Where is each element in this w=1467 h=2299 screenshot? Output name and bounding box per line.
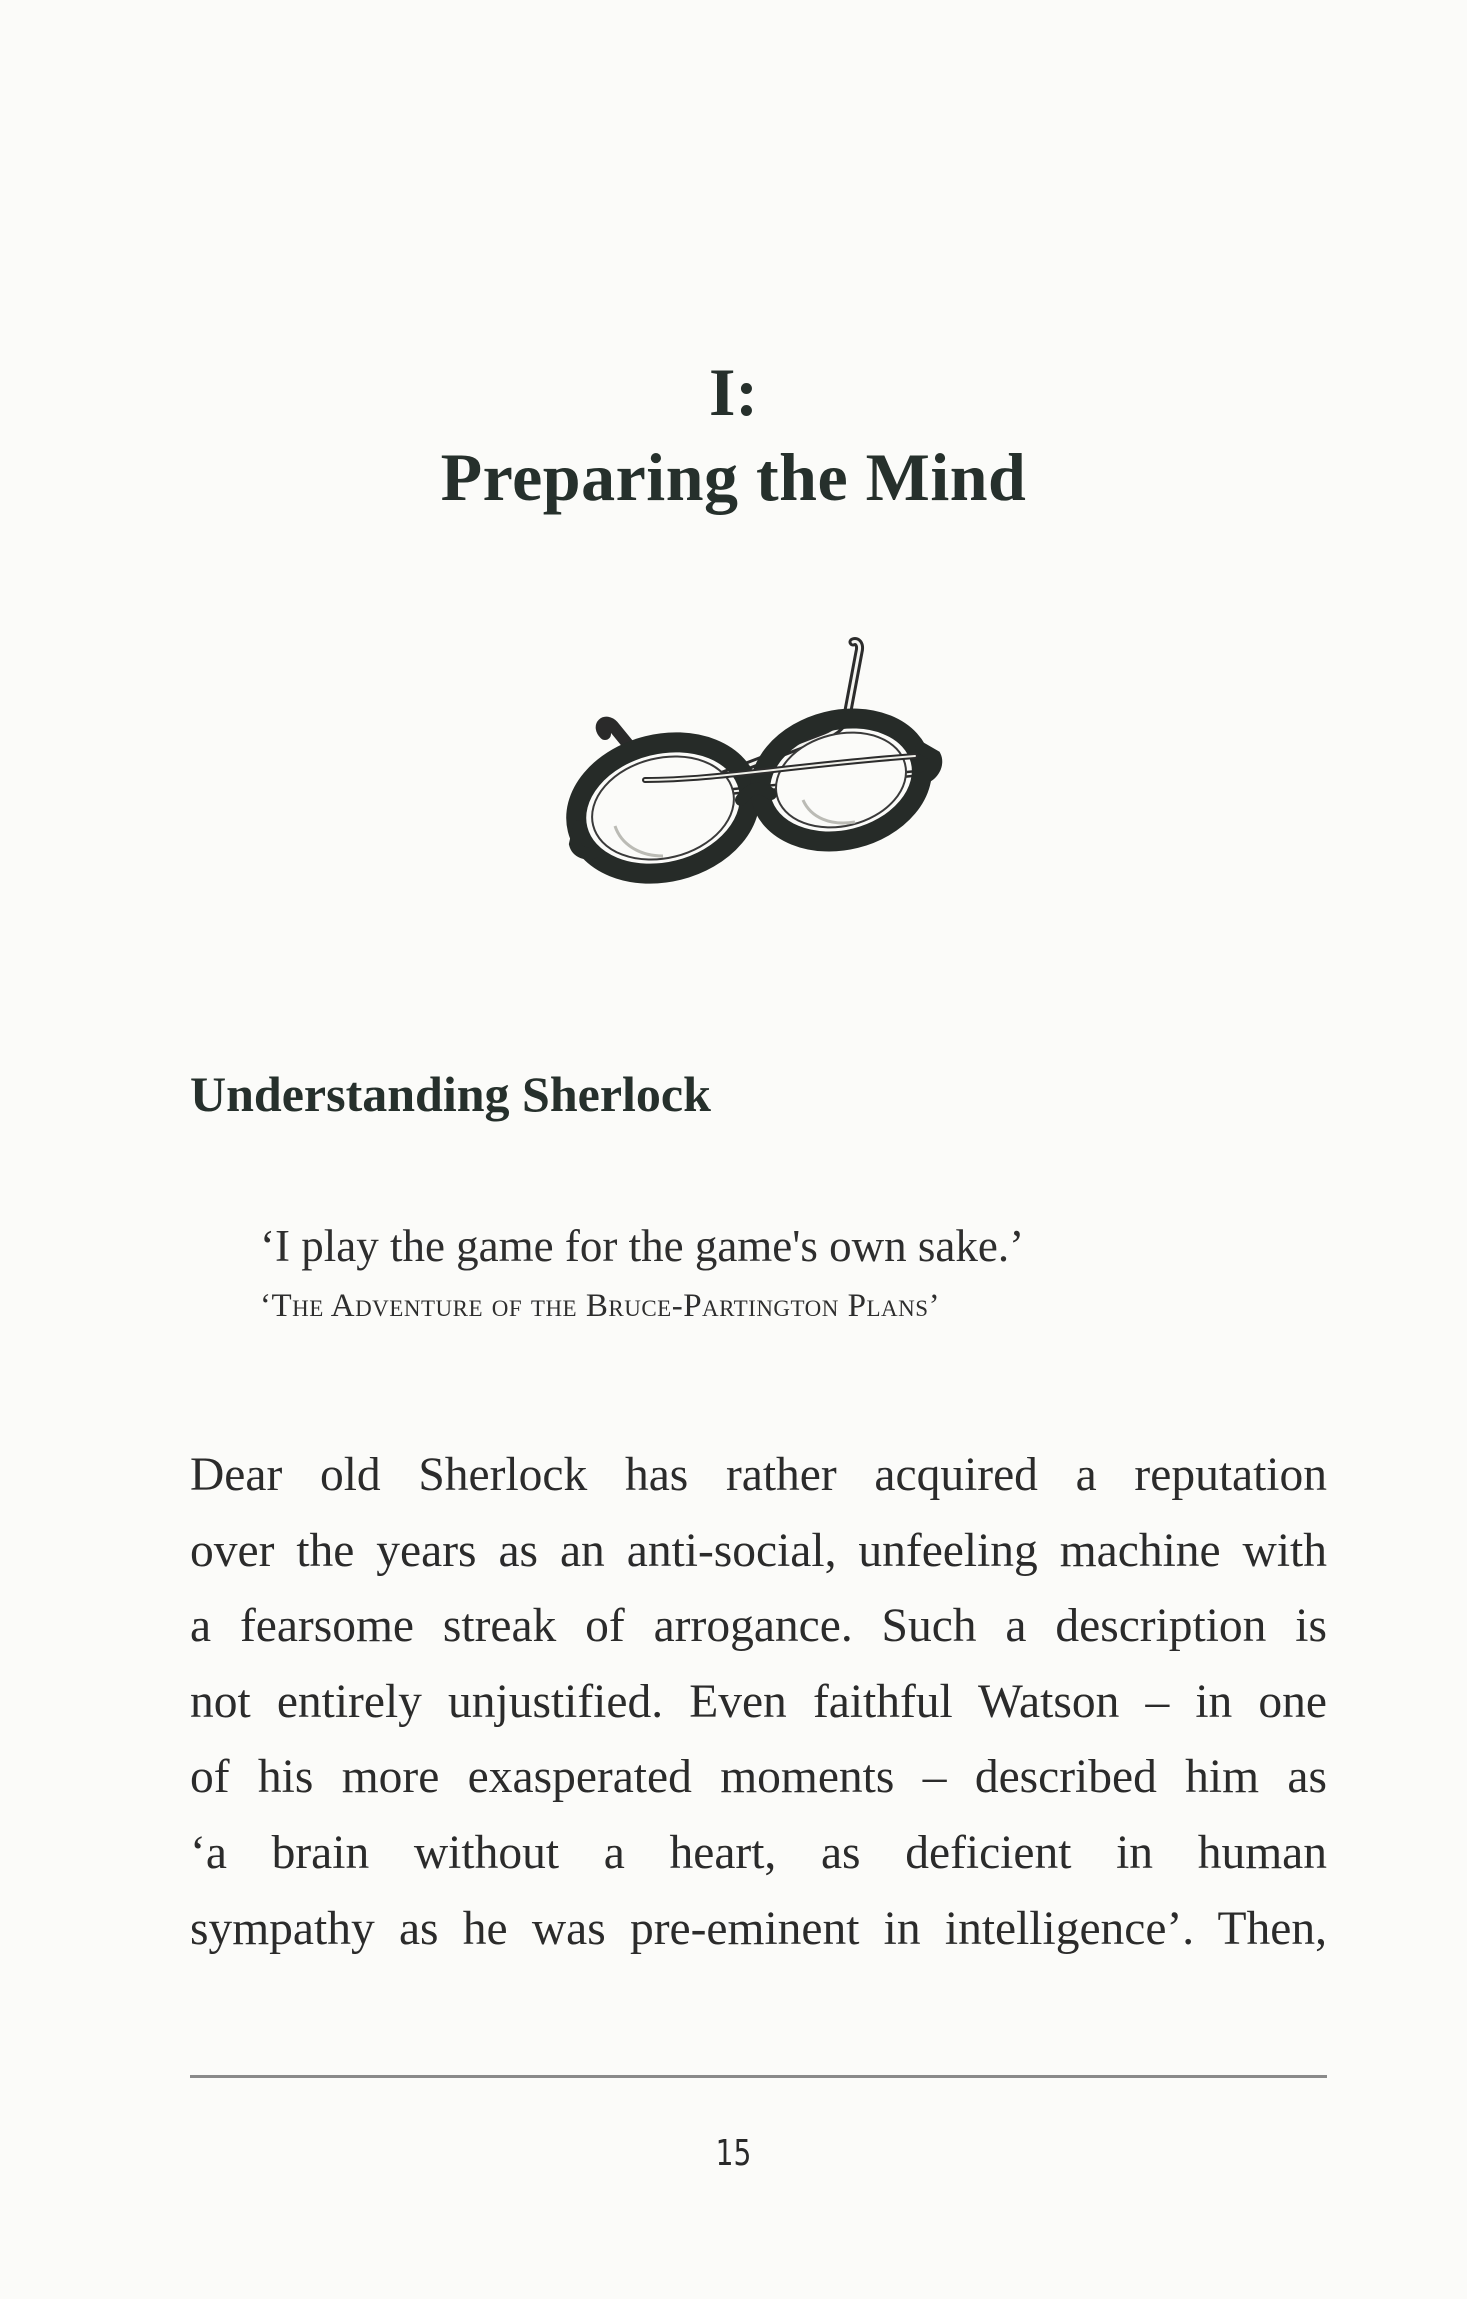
body-line: over the years as an anti-social, unfeeling machine with <box>190 1524 1327 1577</box>
section-heading: Understanding Sherlock <box>190 1066 711 1122</box>
epigraph-quote: ‘I play the game for the game's own sake.’ <box>260 1221 1025 1271</box>
page-number: 15 <box>715 2133 752 2174</box>
epigraph-source: ‘The Adventure of the Bruce-Partington Plans’ <box>260 1288 941 1324</box>
footer-rule <box>190 2075 1327 2078</box>
spectacles-icon <box>535 630 945 890</box>
body-line: Dear old Sherlock has rather acquired a reputation <box>190 1449 1327 1501</box>
body-line: not entirely unjustified. Even faithful Watson – in one <box>190 1675 1327 1728</box>
body-line: ‘a brain without a heart, as deficient in human <box>190 1826 1327 1879</box>
body-line: sympathy as he was pre-eminent in intelligence’. Then, <box>190 1902 1327 1955</box>
body-line: a fearsome streak of arrogance. Such a description is <box>190 1600 1327 1653</box>
body-line: of his more exasperated moments – described him as <box>190 1751 1327 1804</box>
body-paragraph <box>190 1438 1327 1967</box>
chapter-title: Preparing the Mind <box>440 439 1027 515</box>
chapter-number: I: <box>708 354 759 430</box>
